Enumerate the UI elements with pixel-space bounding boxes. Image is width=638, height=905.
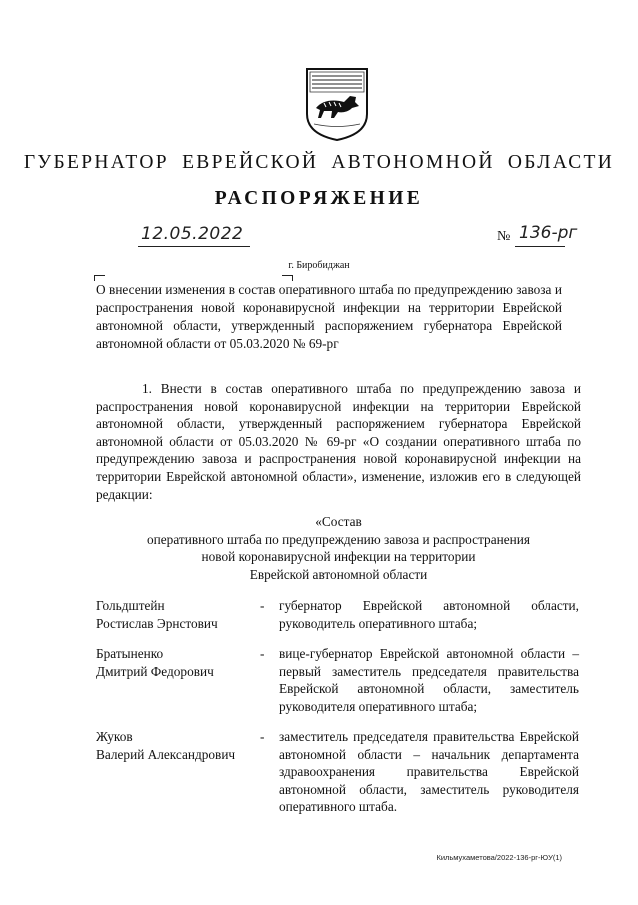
member-given-name: Дмитрий Федорович — [96, 663, 214, 679]
member-role: губернатор Еврейской автономной области, руководитель оперативного штаба; — [279, 598, 579, 631]
composition-title-line: Еврейской автономной области — [249, 566, 428, 582]
composition-title-line: «Состав — [315, 514, 362, 529]
member-surname: Гольдштейн — [96, 598, 165, 613]
document-type: РАСПОРЯЖЕНИЕ — [214, 188, 424, 209]
member-dash: - — [260, 646, 265, 661]
date-underline — [138, 246, 250, 247]
number-sign: № — [497, 229, 511, 244]
member-name — [96, 728, 261, 763]
number-underline — [515, 246, 565, 247]
member-given-name: Валерий Александрович — [96, 746, 236, 762]
composition-title — [96, 513, 581, 583]
coat-of-arms-icon — [304, 66, 370, 142]
member-role: заместитель председателя правительства Еврейской автономной области – начальник департамента здравоохранения правительства Еврейской автономной области, заместитель руководителя оперативного штаба. — [279, 729, 579, 815]
member-name — [96, 645, 261, 680]
member-role: вице-губернатор Еврейской автономной области – первый заместитель председателя правительства Еврейской автономной области, заместитель руководителя оперативного штаба; — [279, 646, 579, 714]
composition-title-line: новой коронавирусной инфекции на территории — [201, 549, 476, 565]
city: г. Биробиджан — [288, 260, 350, 271]
member-surname: Жуков — [96, 729, 133, 744]
document-code: Кильмухаметова/2022-136-рг-ЮУ(1) — [436, 853, 562, 862]
document-date: 12.05.2022 — [141, 224, 244, 244]
issuer-title: ГУБЕРНАТОР ЕВРЕЙСКОЙ АВТОНОМНОЙ ОБЛАСТИ — [23, 152, 615, 173]
document-number: 136-рг — [519, 223, 578, 243]
document-subject: О внесении изменения в состав оперативного штаба по предупреждению завоза и распространения новой коронавирусной инфекции на территории Еврейской автономной области, утвержденный распоряжением губернатора Еврейской автономной области от 05.03.2020 № 69-рг — [96, 282, 562, 351]
member-dash: - — [260, 729, 265, 744]
order-paragraph: 1. Внести в состав оперативного штаба по предупреждению завоза и распространения новой коронавирусной инфекции на территории Еврейской автономной области, утвержденный распоряжением губернатора Еврейской автономной области от 05.03.2020 № 69-рг «О создании оперативного штаба по предупреждению завоза и распространения новой коронавирусной инфекции на территории Еврейской автономной области», изменение, изложив его в следующей редакции: — [96, 381, 581, 502]
member-dash: - — [260, 598, 265, 613]
composition-title-line: оперативного штаба по предупреждению завоза и распространения — [147, 531, 530, 547]
member-name — [96, 597, 261, 632]
member-surname: Братыненко — [96, 646, 164, 661]
member-given-name: Ростислав Эрнстович — [96, 615, 218, 631]
